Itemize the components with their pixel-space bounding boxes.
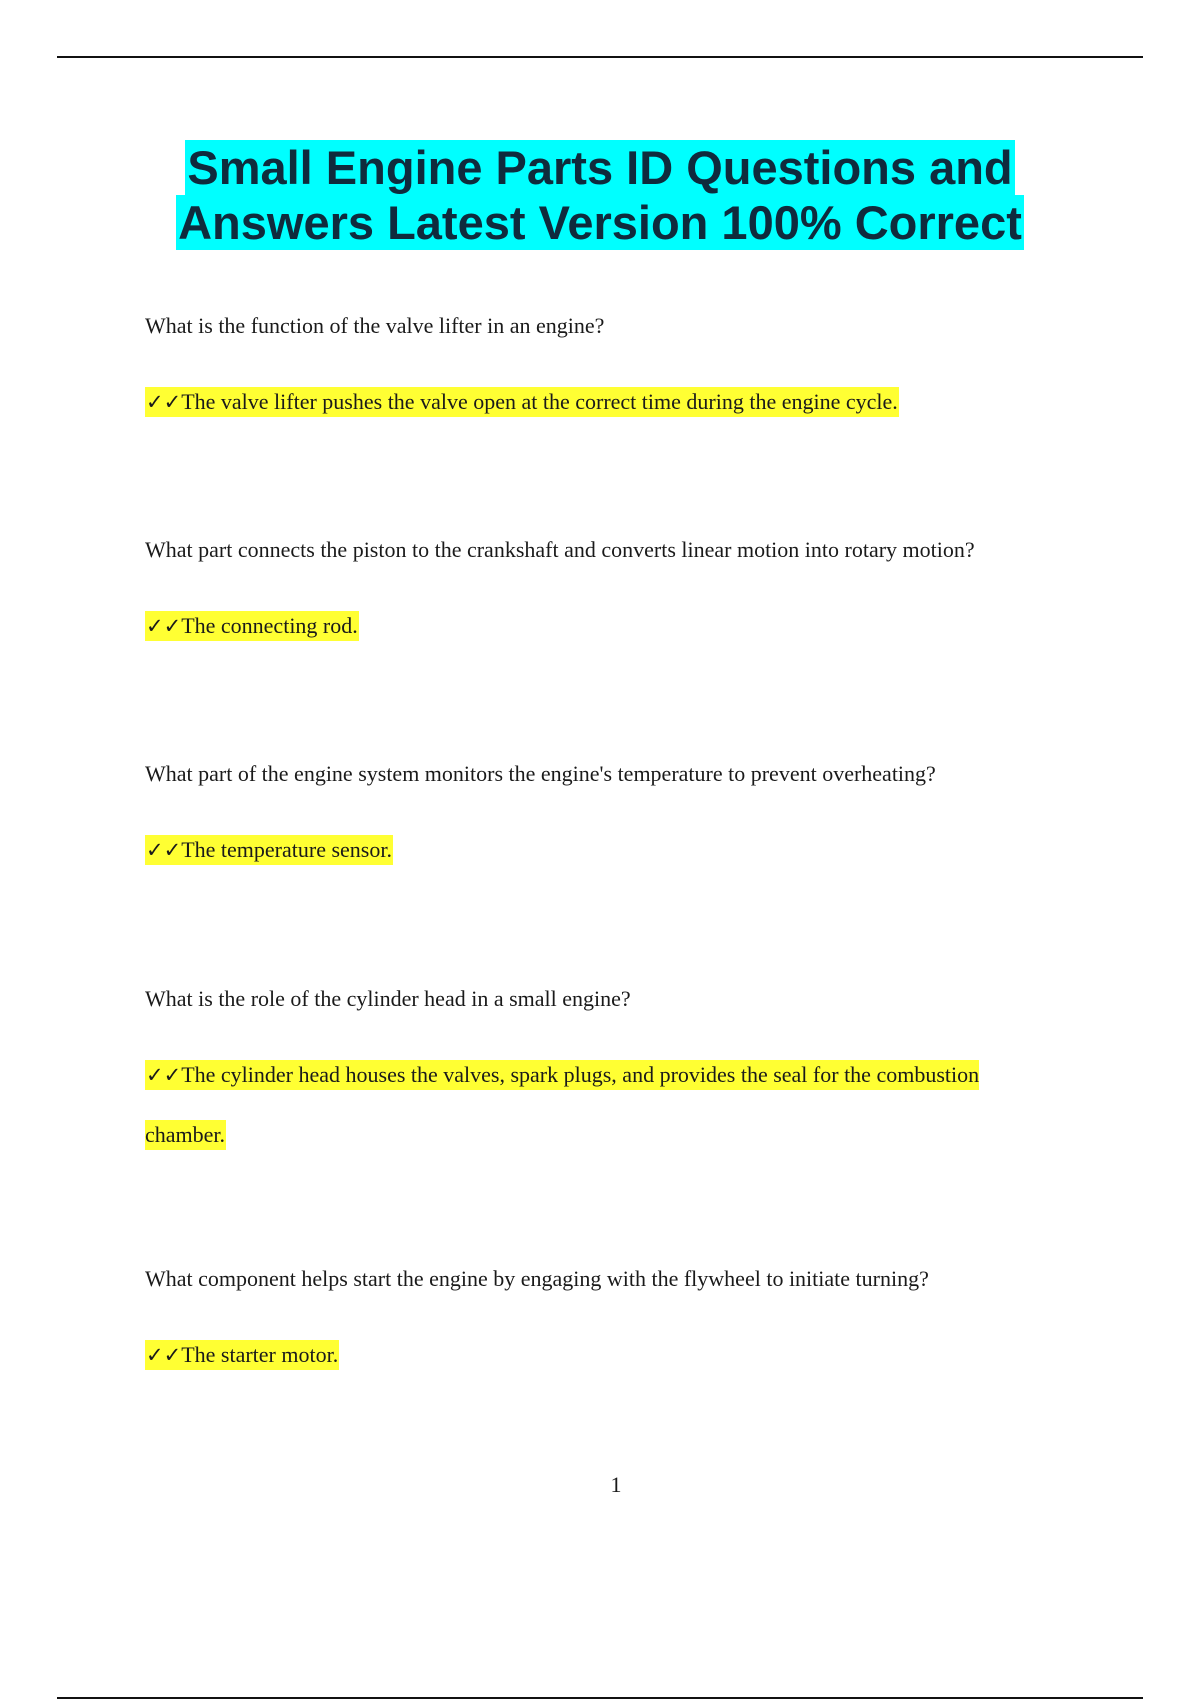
top-rule <box>57 56 1143 58</box>
bottom-rule <box>57 1697 1143 1699</box>
answer-5 <box>145 1325 1065 1385</box>
answer-text: The starter motor. <box>181 1342 339 1367</box>
question-1: What is the function of the valve lifter in an engine? <box>145 313 605 338</box>
document-title <box>0 140 1200 250</box>
page-number: 1 <box>610 1472 622 1497</box>
title-line-1: Small Engine Parts ID Questions and <box>187 141 1013 194</box>
check-icon: ✓✓ <box>146 614 182 638</box>
question-3: What part of the engine system monitors the engine's temperature to prevent overheating? <box>145 761 936 786</box>
answer-3 <box>145 820 1065 880</box>
answer-text: The connecting rod. <box>181 613 358 638</box>
question-4: What is the role of the cylinder head in a small engine? <box>145 986 631 1011</box>
check-icon: ✓✓ <box>146 390 182 414</box>
title-line-2: Answers Latest Version 100% Correct <box>178 196 1022 249</box>
answer-text: The temperature sensor. <box>181 837 392 862</box>
check-icon: ✓✓ <box>146 1343 182 1367</box>
answer-text: The cylinder head houses the valves, spark plugs, and provides the seal for the combustion chamber. <box>145 1062 980 1147</box>
answer-text: The valve lifter pushes the valve open at the correct time during the engine cycle. <box>181 389 898 414</box>
answer-1 <box>145 372 1065 432</box>
check-icon: ✓✓ <box>146 1063 182 1087</box>
check-icon: ✓✓ <box>146 838 182 862</box>
question-2: What part connects the piston to the crankshaft and converts linear motion into rotary motion? <box>145 537 975 562</box>
answer-2 <box>145 596 1065 656</box>
question-5: What component helps start the engine by engaging with the flywheel to initiate turning? <box>145 1266 929 1291</box>
answer-4 <box>145 1045 1065 1165</box>
